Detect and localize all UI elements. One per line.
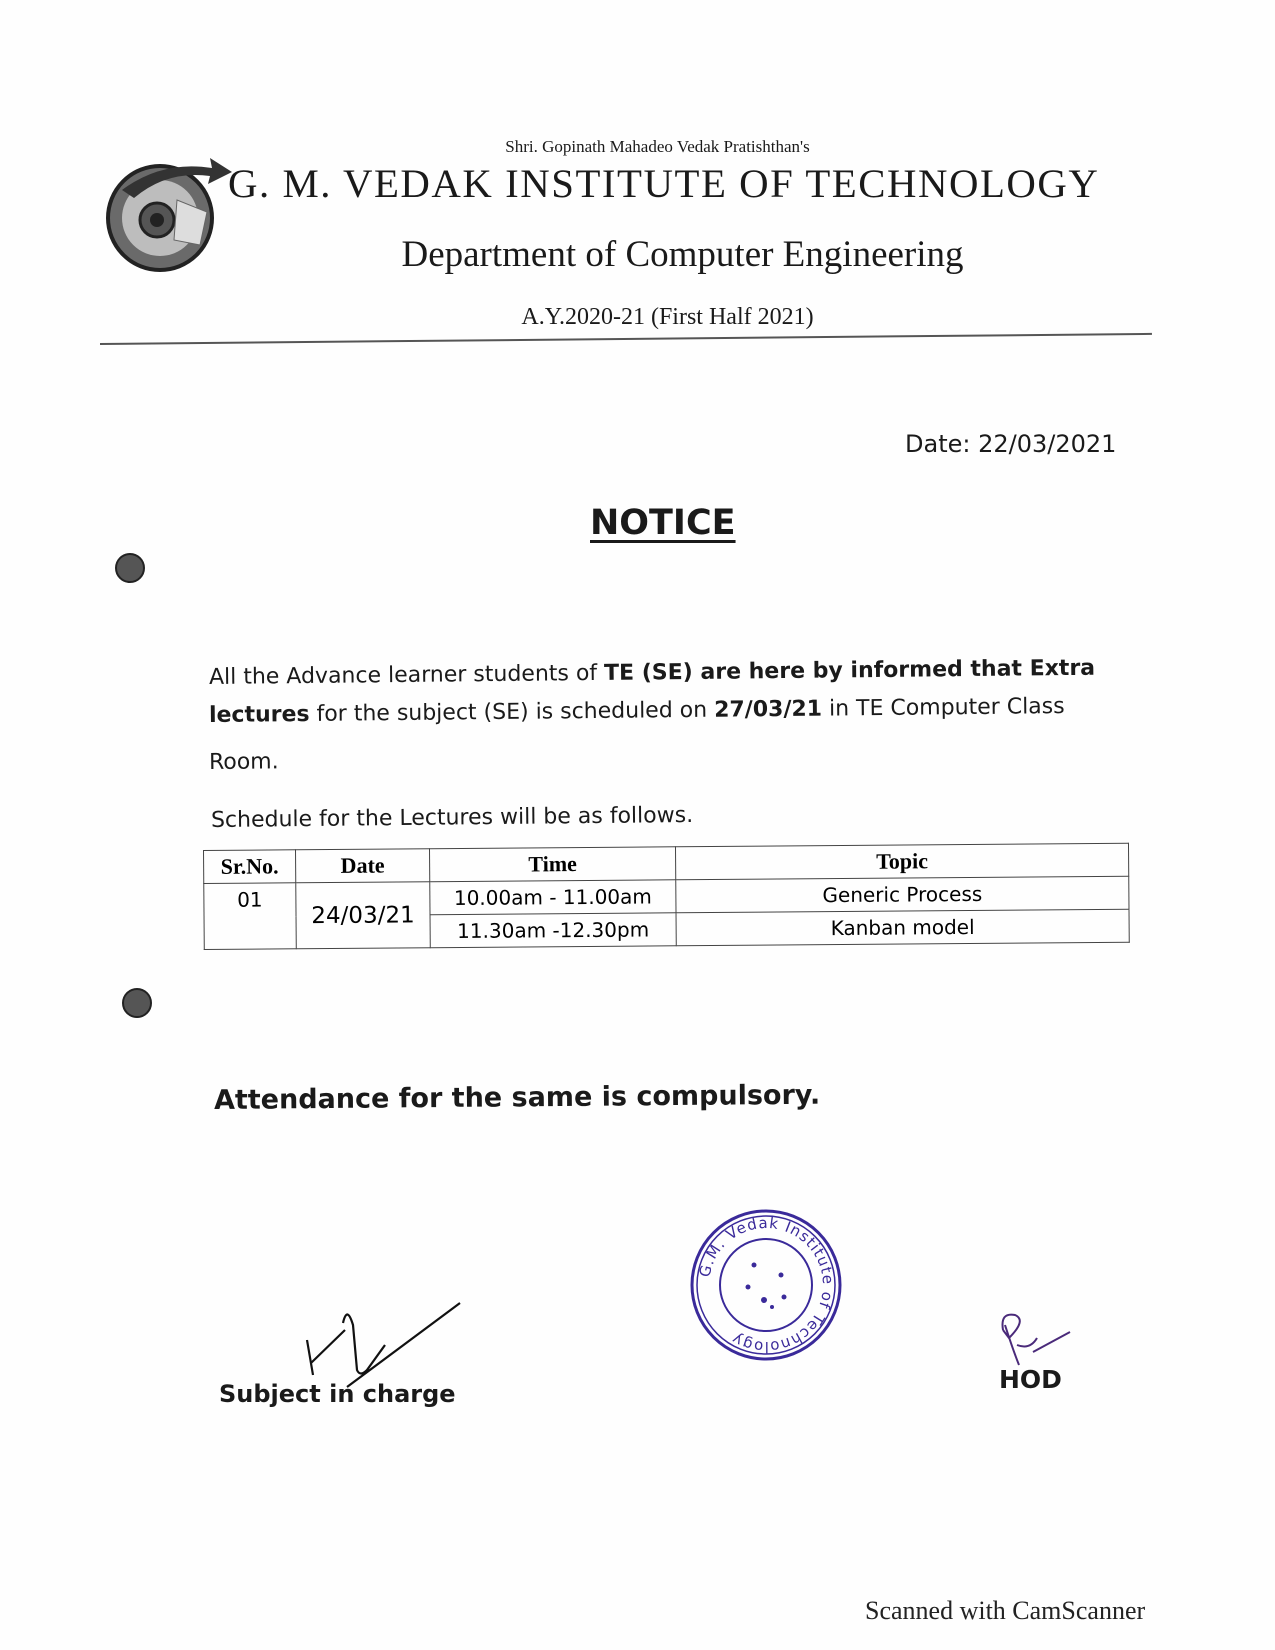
cell-topic: Kanban model: [676, 909, 1129, 946]
notice-title: NOTICE: [590, 503, 736, 543]
subject-in-charge-signature: [295, 1295, 465, 1390]
notice-body-line-3: Room.: [208, 749, 279, 775]
schedule-table: [203, 843, 1130, 950]
column-header-time: Time: [429, 847, 675, 882]
hod-signature: [995, 1310, 1075, 1370]
trust-name: Shri. Gopinath Mahadeo Vedak Pratishthan's: [505, 137, 810, 156]
punch-hole: [122, 988, 152, 1018]
subject-in-charge-label: Subject in charge: [219, 1380, 456, 1408]
cell-time: 11.30am -12.30pm: [430, 913, 676, 948]
attendance-note: Attendance for the same is compulsory.: [213, 1079, 821, 1116]
department-name: Department of Computer Engineering: [401, 234, 964, 275]
column-header-sr-no: Sr.No.: [204, 850, 296, 884]
cell-date: 24/03/21: [296, 882, 431, 949]
column-header-date: Date: [296, 849, 430, 883]
punch-hole: [115, 553, 145, 583]
institute-name: G. M. VEDAK INSTITUTE OF TECHNOLOGY: [228, 161, 1100, 206]
notice-date: Date: 22/03/2021: [905, 430, 1117, 458]
notice-body-line-2: lectures for the subject (SE) is scheduled on 27/03/21 in TE Computer Class: [208, 694, 1065, 728]
hod-label: HOD: [999, 1365, 1062, 1394]
notice-body-line-1: All the Advance learner students of TE (SE) are here by informed that Extra: [208, 655, 1096, 690]
header-divider: [100, 333, 1152, 345]
cell-time: 10.00am - 11.00am: [430, 880, 676, 915]
column-header-topic: Topic: [675, 843, 1128, 880]
cell-sr-no: 01: [204, 883, 297, 950]
institute-stamp: [686, 1205, 846, 1365]
svg-text:G.M. Vedak Institute of Techno: G.M. Vedak Institute of Technology: [695, 1213, 838, 1357]
cell-topic: Generic Process: [676, 876, 1129, 913]
academic-year: A.Y.2020-21 (First Half 2021): [521, 304, 814, 330]
scanner-watermark: Scanned with CamScanner: [865, 1596, 1146, 1625]
schedule-intro: Schedule for the Lectures will be as follows.: [210, 802, 694, 833]
